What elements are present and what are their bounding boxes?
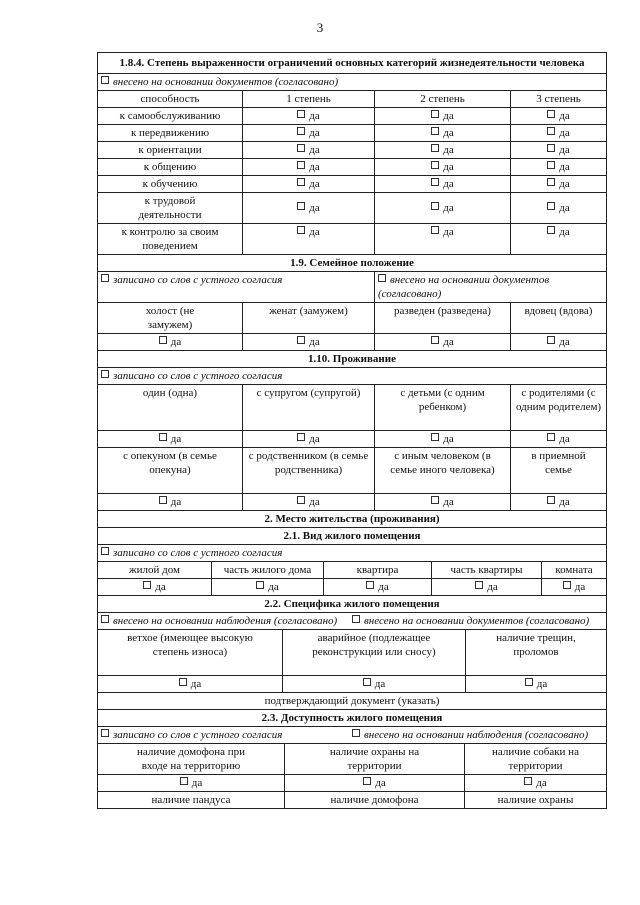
yes-checkbox[interactable]: да xyxy=(375,176,511,193)
option-label: часть жилого дома xyxy=(212,562,324,579)
option-label: ветхое (имеющее высокую степень износа) xyxy=(98,630,283,676)
section-title-22: 2.2. Специфика жилого помещения xyxy=(98,596,607,613)
yes-checkbox[interactable]: да xyxy=(285,775,465,792)
yes-checkbox[interactable]: да xyxy=(243,431,375,448)
yes-checkbox[interactable]: да xyxy=(375,159,511,176)
yes-checkbox[interactable]: да xyxy=(511,125,607,142)
option-label: наличие собаки на территории xyxy=(465,744,607,775)
option-label: с детьми (с одним ребенком) xyxy=(375,385,511,431)
row-label: к передвижению xyxy=(98,125,243,142)
supporting-document-field[interactable]: подтверждающий документ (указать) xyxy=(98,693,607,710)
note-observation[interactable]: внесено на основании наблюдения (согласовано) xyxy=(101,614,352,628)
yes-checkbox[interactable]: да xyxy=(511,159,607,176)
yes-checkbox[interactable]: да xyxy=(465,775,607,792)
yes-checkbox[interactable]: да xyxy=(243,108,375,125)
yes-checkbox[interactable]: да xyxy=(243,142,375,159)
yes-checkbox[interactable]: да xyxy=(511,193,607,224)
form-sheet xyxy=(97,52,606,809)
option-label: наличие пандуса xyxy=(98,792,285,809)
note-observation[interactable]: внесено на основании наблюдения (согласовано) xyxy=(352,728,603,742)
note-oral-consent[interactable]: записано со слов с устного согласия xyxy=(98,272,375,303)
option-label: наличие охраны на территории xyxy=(285,744,465,775)
yes-checkbox[interactable]: да xyxy=(243,125,375,142)
yes-checkbox[interactable]: да xyxy=(375,142,511,159)
option-label: наличие охраны xyxy=(465,792,607,809)
yes-checkbox[interactable]: да xyxy=(375,431,511,448)
yes-checkbox[interactable]: да xyxy=(466,676,607,693)
note-documents[interactable]: внесено на основании документов (согласовано) xyxy=(375,272,607,303)
row-label: к ориентации xyxy=(98,142,243,159)
option-label: комната xyxy=(542,562,607,579)
col-header-degree-2: 2 степень xyxy=(375,91,511,108)
yes-checkbox[interactable]: да xyxy=(243,334,375,351)
yes-checkbox[interactable]: да xyxy=(212,579,324,596)
housing-type-table xyxy=(97,527,607,596)
row-label: к обучению xyxy=(98,176,243,193)
section-title-23: 2.3. Доступность жилого помещения xyxy=(98,710,607,727)
col-header-degree-3: 3 степень xyxy=(511,91,607,108)
note-184[interactable]: внесено на основании документов (согласовано) xyxy=(98,74,607,91)
yes-checkbox[interactable]: да xyxy=(511,142,607,159)
yes-checkbox[interactable]: да xyxy=(511,334,607,351)
option-label: аварийное (подлежащее реконструкции или сносу) xyxy=(283,630,466,676)
option-label: холост (не замужем) xyxy=(98,303,243,334)
section-title-21: 2.1. Вид жилого помещения xyxy=(98,528,607,545)
yes-checkbox[interactable]: да xyxy=(511,224,607,255)
table-row xyxy=(98,176,607,193)
yes-checkbox[interactable]: да xyxy=(243,159,375,176)
option-label: один (одна) xyxy=(98,385,243,431)
row-label: к общению xyxy=(98,159,243,176)
note-documents[interactable]: внесено на основании документов (согласовано) xyxy=(352,614,603,628)
yes-checkbox[interactable]: да xyxy=(98,334,243,351)
option-label: с иным человеком (в семье иного человека) xyxy=(375,448,511,494)
yes-checkbox[interactable]: да xyxy=(283,676,466,693)
row-label: к самообслуживанию xyxy=(98,108,243,125)
table-row xyxy=(98,125,607,142)
yes-checkbox[interactable]: да xyxy=(98,676,283,693)
col-header-degree-1: 1 степень xyxy=(243,91,375,108)
yes-checkbox[interactable]: да xyxy=(375,193,511,224)
yes-checkbox[interactable]: да xyxy=(511,494,607,511)
yes-checkbox[interactable]: да xyxy=(375,108,511,125)
table-row xyxy=(98,108,607,125)
col-header-ability: способность xyxy=(98,91,243,108)
option-label: с опекуном (в семье опекуна) xyxy=(98,448,243,494)
option-label: наличие домофона xyxy=(285,792,465,809)
option-label: вдовец (вдова) xyxy=(511,303,607,334)
yes-checkbox[interactable]: да xyxy=(98,775,285,792)
checkbox-icon[interactable] xyxy=(101,76,109,84)
option-label: жилой дом xyxy=(98,562,212,579)
option-label: женат (замужем) xyxy=(243,303,375,334)
section-title-2: 2. Место жительства (проживания) xyxy=(98,511,607,528)
housing-accessibility-table xyxy=(97,709,607,809)
option-label: с родственником (в семье родственника) xyxy=(243,448,375,494)
yes-checkbox[interactable]: да xyxy=(432,579,542,596)
row-label: к трудовой деятельности xyxy=(98,193,243,224)
note-oral-consent[interactable]: записано со слов с устного согласия xyxy=(101,728,352,742)
option-label: с супругом (супругой) xyxy=(243,385,375,431)
residence-table xyxy=(97,350,607,528)
option-label: квартира xyxy=(324,562,432,579)
table-row xyxy=(98,142,607,159)
option-label: часть квартиры xyxy=(432,562,542,579)
yes-checkbox[interactable]: да xyxy=(375,224,511,255)
yes-checkbox[interactable]: да xyxy=(243,224,375,255)
yes-checkbox[interactable]: да xyxy=(375,334,511,351)
yes-checkbox[interactable]: да xyxy=(511,176,607,193)
option-label: наличие трещин, проломов xyxy=(466,630,607,676)
yes-checkbox[interactable]: да xyxy=(98,494,243,511)
table-row xyxy=(98,224,607,255)
option-label: в приемной семье xyxy=(511,448,607,494)
yes-checkbox[interactable]: да xyxy=(542,579,607,596)
yes-checkbox[interactable]: да xyxy=(375,494,511,511)
yes-checkbox[interactable]: да xyxy=(243,193,375,224)
section-title-110: 1.10. Проживание xyxy=(98,351,607,368)
yes-checkbox[interactable]: да xyxy=(511,108,607,125)
table-row xyxy=(98,159,607,176)
note-oral-consent[interactable]: записано со слов с устного согласия xyxy=(98,368,607,385)
housing-specifics-table xyxy=(97,595,607,710)
table-row xyxy=(98,193,607,224)
yes-checkbox[interactable]: да xyxy=(243,494,375,511)
limitations-table xyxy=(97,52,607,255)
yes-checkbox[interactable]: да xyxy=(98,579,212,596)
option-label: разведен (разведена) xyxy=(375,303,511,334)
section-title-19: 1.9. Семейное положение xyxy=(98,255,607,272)
yes-checkbox[interactable]: да xyxy=(324,579,432,596)
note-oral-consent[interactable]: записано со слов с устного согласия xyxy=(98,545,607,562)
family-status-table xyxy=(97,254,607,351)
yes-checkbox[interactable]: да xyxy=(98,431,243,448)
row-label: к контролю за своим поведением xyxy=(98,224,243,255)
section-title-184: 1.8.4. Степень выраженности ограничений основных категорий жизнедеятельности человека xyxy=(98,53,607,74)
option-label: наличие домофона при входе на территорию xyxy=(98,744,285,775)
yes-checkbox[interactable]: да xyxy=(243,176,375,193)
yes-checkbox[interactable]: да xyxy=(375,125,511,142)
page-number: 3 xyxy=(316,20,324,35)
yes-checkbox[interactable]: да xyxy=(511,431,607,448)
option-label: с родителями (с одним родителем) xyxy=(511,385,607,431)
